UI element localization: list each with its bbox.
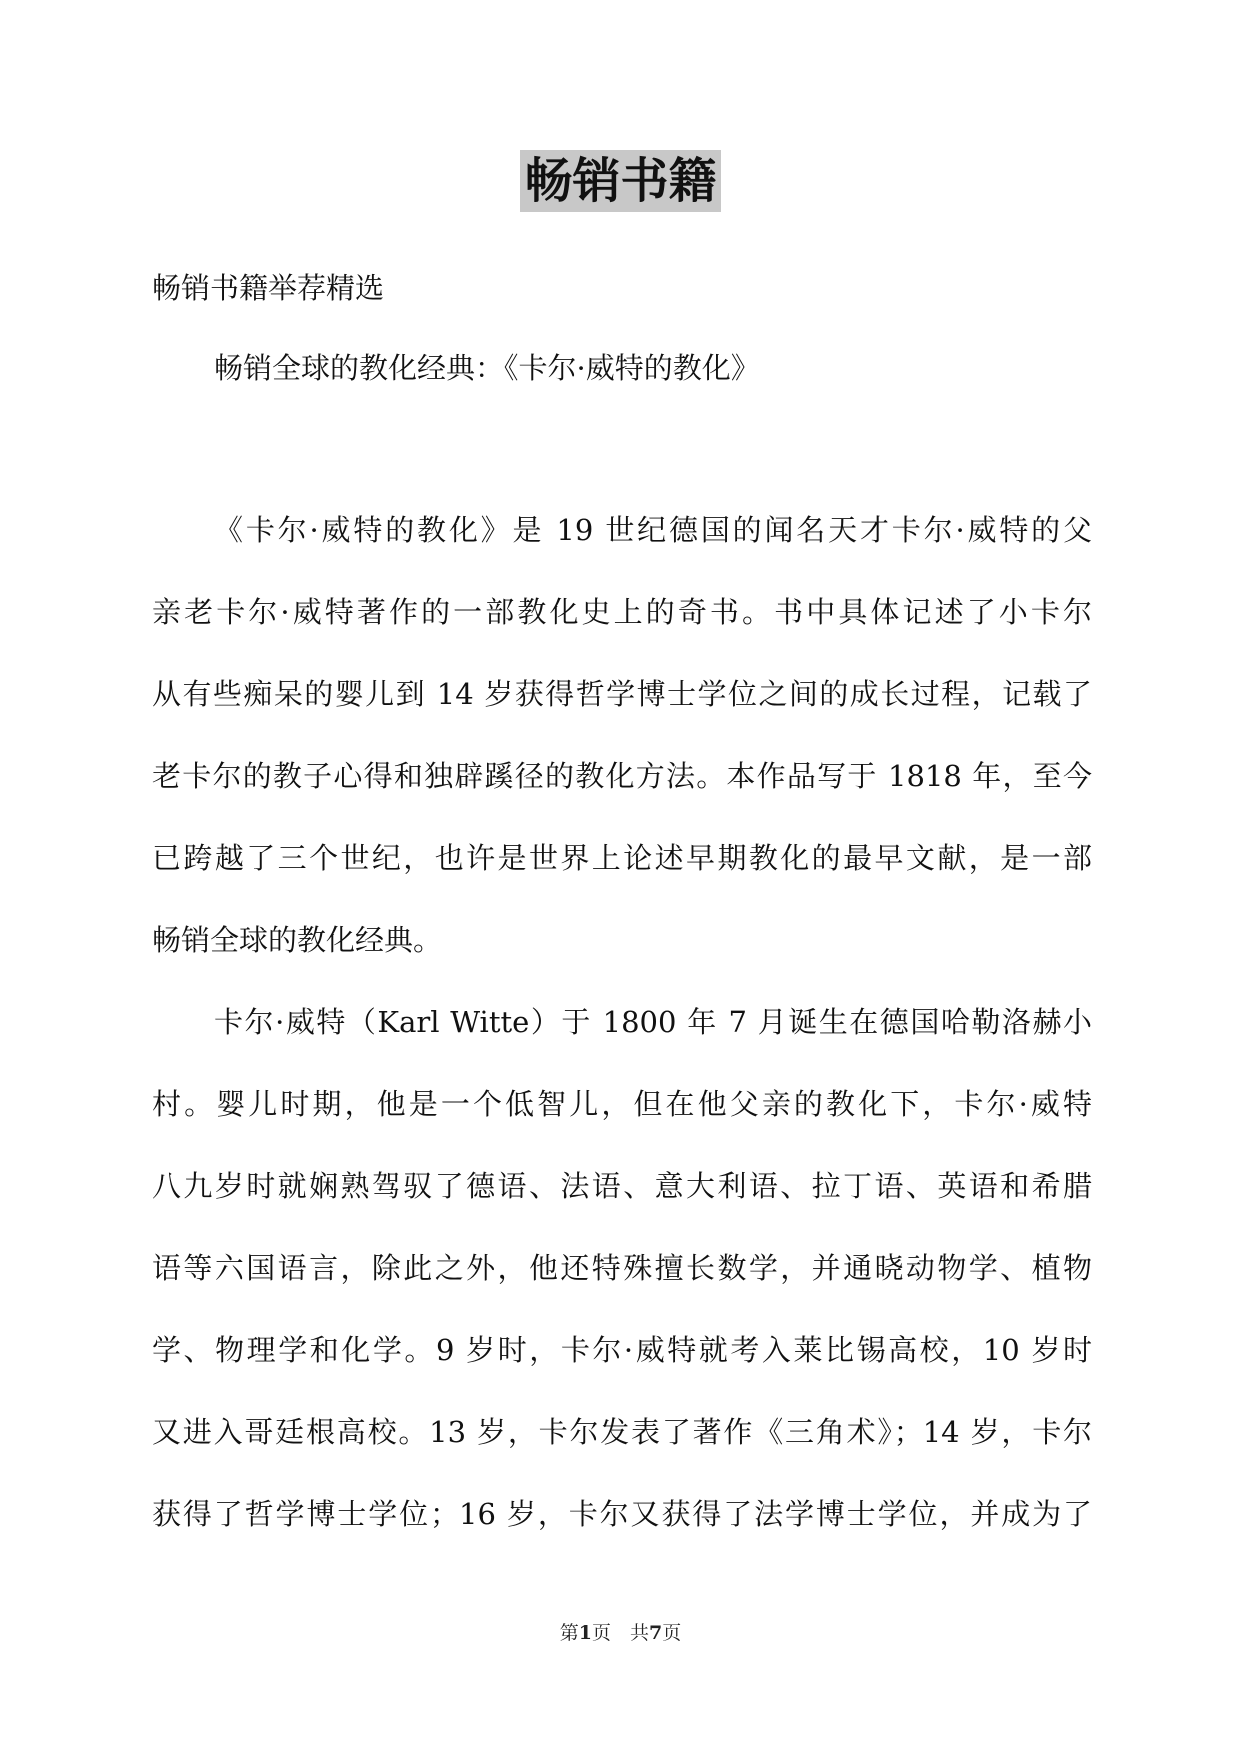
intro-line: 畅销全球的教化经典：《卡尔·威特的教化》 <box>214 351 760 385</box>
footer-total-pages: 7 <box>649 1622 663 1644</box>
document-subtitle: 畅销书籍举荐精选 <box>152 271 385 305</box>
paragraph1-line: 《卡尔·威特的教化》是 19 世纪德国的闻名天才卡尔·威特的父 <box>214 513 1092 547</box>
footer-suffix: 页 <box>662 1622 682 1644</box>
paragraph1-line: 已跨越了三个世纪，也许是世界上论述早期教化的最早文献，是一部 <box>152 841 1092 875</box>
paragraph1-line: 老卡尔的教子心得和独辟蹊径的教化方法。本作品写于 1818 年，至今 <box>152 759 1092 793</box>
title-wrapper <box>0 150 1241 212</box>
paragraph2-line: 学、物理学和化学。9 岁时，卡尔·威特就考入莱比锡高校，10 岁时 <box>152 1333 1092 1367</box>
paragraph2-line: 村。婴儿时期，他是一个低智儿，但在他父亲的教化下，卡尔·威特 <box>152 1087 1092 1121</box>
paragraph2-line: 语等六国语言，除此之外，他还特殊擅长数学，并通晓动物学、植物 <box>152 1251 1092 1285</box>
paragraph1-line: 亲老卡尔·威特著作的一部教化史上的奇书。书中具体记述了小卡尔 <box>152 595 1092 629</box>
footer-prefix: 第 <box>559 1622 579 1644</box>
footer-page-number: 1 <box>578 1622 592 1644</box>
document-title: 畅销书籍 <box>520 150 720 212</box>
paragraph1-line: 从有些痴呆的婴儿到 14 岁获得哲学博士学位之间的成长过程，记载了 <box>152 677 1092 711</box>
paragraph2-line: 又进入哥廷根高校。13 岁，卡尔发表了著作《三角术》；14 岁，卡尔 <box>152 1415 1092 1449</box>
paragraph2-line: 八九岁时就娴熟驾驭了德语、法语、意大利语、拉丁语、英语和希腊 <box>152 1169 1092 1203</box>
body-text <box>152 510 1092 1576</box>
page-footer <box>0 1620 1241 1646</box>
footer-mid: 页 共 <box>591 1622 649 1644</box>
paragraph1-line: 畅销全球的教化经典。 <box>152 923 443 957</box>
paragraph2-line: 获得了哲学博士学位；16 岁，卡尔又获得了法学博士学位，并成为了 <box>152 1497 1092 1531</box>
paragraph2-line: 卡尔·威特（Karl Witte）于 1800 年 7 月诞生在德国哈勒洛赫小 <box>214 1005 1092 1039</box>
